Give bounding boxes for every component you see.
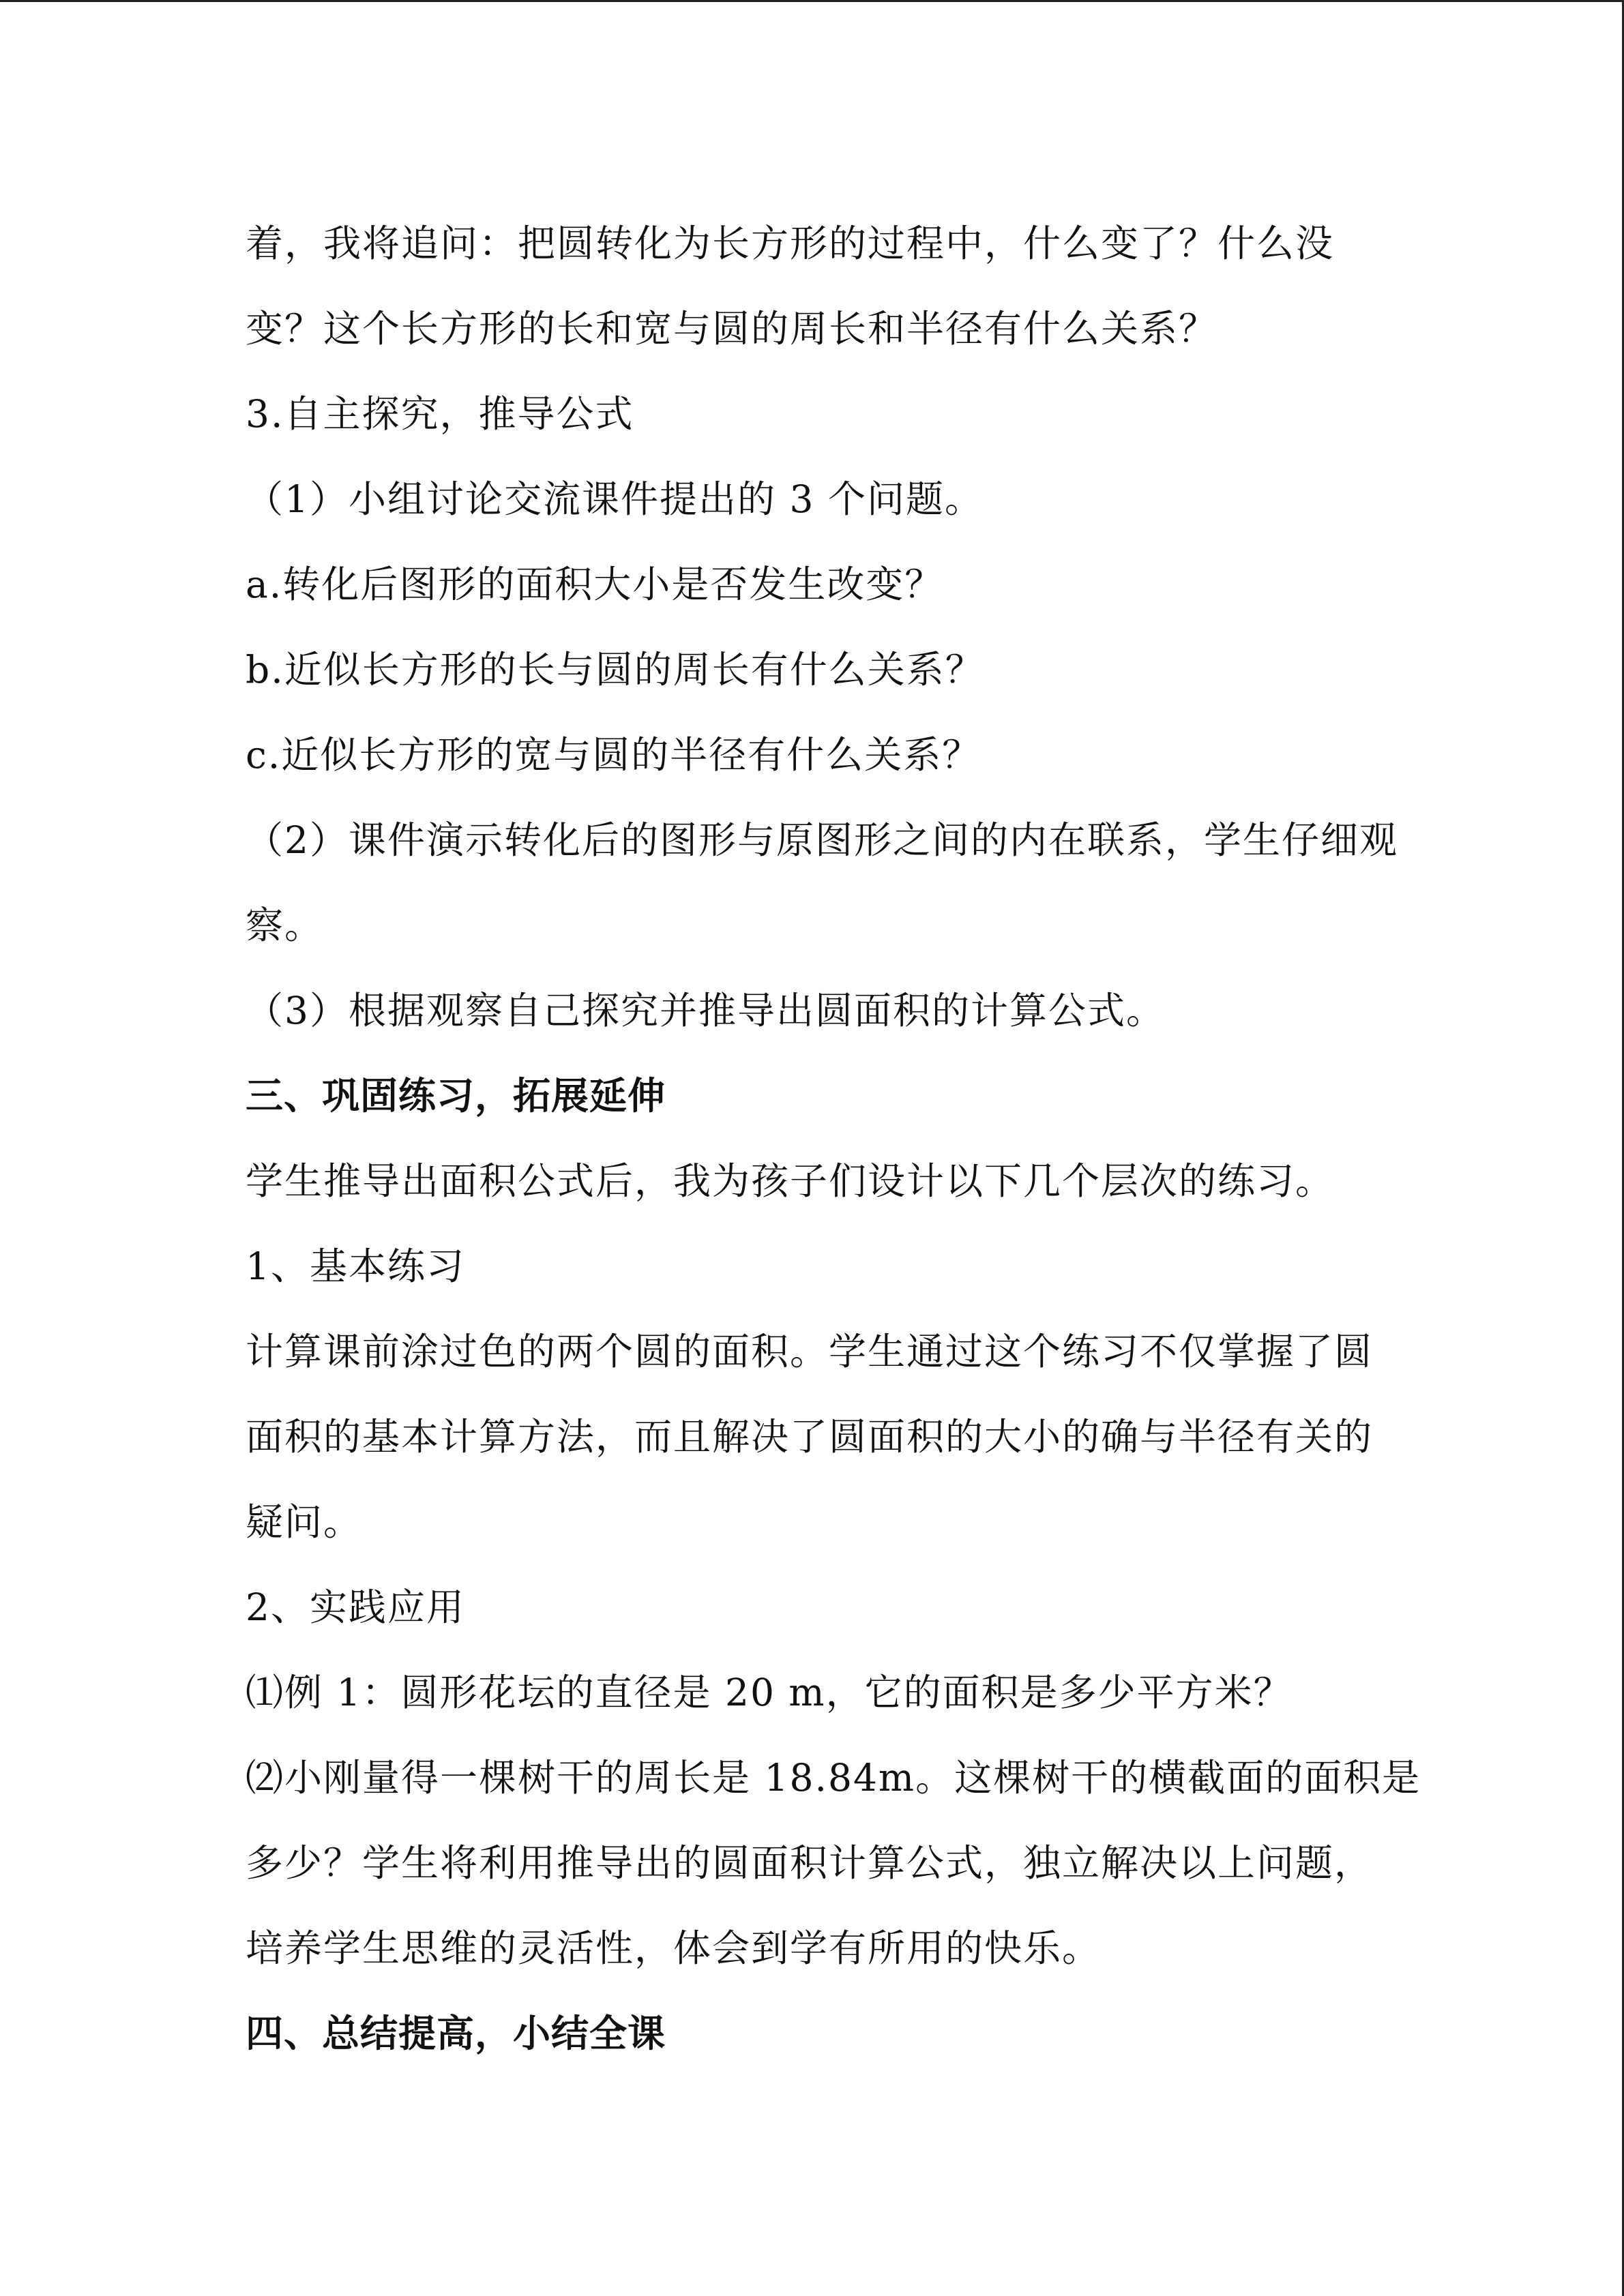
paragraph-line: 察。 bbox=[246, 904, 324, 947]
subsection-title: 2、实践应用 bbox=[246, 1585, 465, 1629]
list-item: （3）根据观察自己探究并推导出圆面积的计算公式。 bbox=[246, 989, 1165, 1032]
list-item: b.近似长方形的长与圆的周长有什么关系？ bbox=[246, 648, 984, 691]
page-border-top bbox=[0, 0, 1624, 2]
list-item: a.转化后图形的面积大小是否发生改变？ bbox=[246, 563, 944, 606]
paragraph-line: 疑问。 bbox=[246, 1500, 363, 1544]
subsection-title: 3.自主探究，推导公式 bbox=[246, 392, 634, 436]
list-item: ⑴例 1：圆形花坛的直径是 20 m，它的面积是多少平方米？ bbox=[246, 1671, 1293, 1714]
paragraph-line: 学生推导出面积公式后，我为孩子们设计以下几个层次的练习。 bbox=[246, 1159, 1335, 1203]
paragraph-line: 面积的基本计算方法，而且解决了圆面积的大小的确与半径有关的 bbox=[246, 1415, 1374, 1459]
list-item: ⑵小刚量得一棵树干的周长是 18.84m。这棵树干的横截面的面积是 bbox=[246, 1756, 1421, 1800]
paragraph-line: 变？这个长方形的长和宽与圆的周长和半径有什么关系？ bbox=[246, 307, 1218, 351]
list-item: （1）小组讨论交流课件提出的 3 个问题。 bbox=[246, 477, 984, 521]
paragraph-line: 着，我将追问：把圆转化为长方形的过程中，什么变了？什么没 bbox=[246, 222, 1335, 265]
list-item: c.近似长方形的宽与圆的半径有什么关系？ bbox=[246, 733, 981, 777]
list-item: （2）课件演示转化后的图形与原图形之间的内在联系，学生仔细观 bbox=[246, 818, 1398, 862]
paragraph-line: 多少？学生将利用推导出的圆面积计算公式，独立解决以上问题， bbox=[246, 1841, 1374, 1885]
paragraph-line: 培养学生思维的灵活性，体会到学有所用的快乐。 bbox=[246, 1926, 1102, 1970]
section-heading: 三、巩固练习，拓展延伸 bbox=[246, 1074, 666, 1118]
section-heading: 四、总结提高，小结全课 bbox=[246, 2012, 666, 2055]
paragraph-line: 计算课前涂过色的两个圆的面积。学生通过这个练习不仅掌握了圆 bbox=[246, 1330, 1374, 1373]
document-body bbox=[246, 201, 1421, 2076]
subsection-title: 1、基本练习 bbox=[246, 1244, 465, 1288]
